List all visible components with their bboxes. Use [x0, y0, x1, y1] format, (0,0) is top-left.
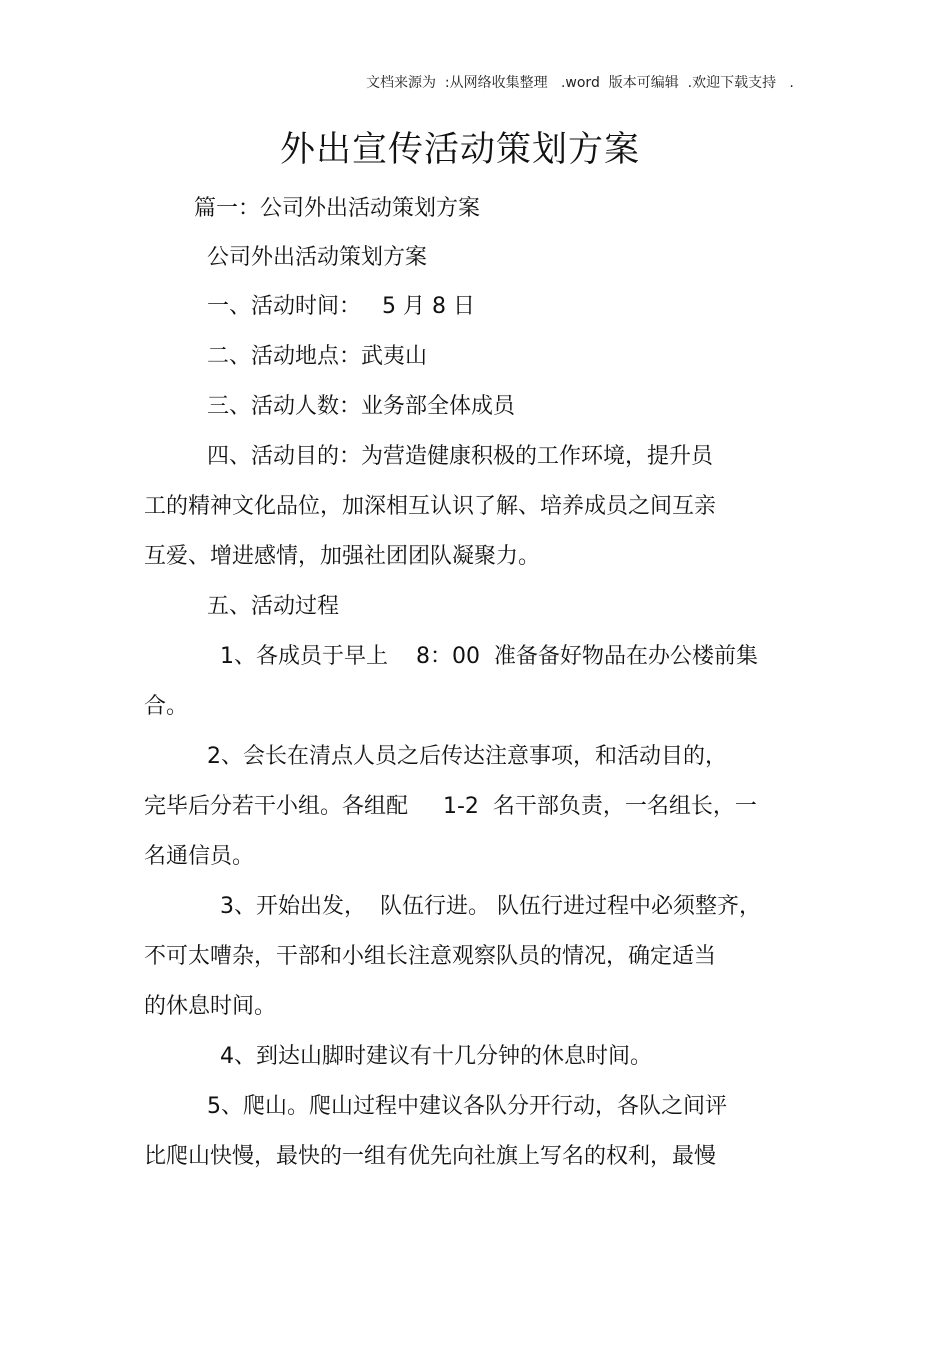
paragraph-line: 的休息时间。	[144, 994, 277, 1019]
paragraph-line: 名通信员。	[144, 844, 255, 869]
paragraph-line: 比爬山快慢，最快的一组有优先向社旗上写名的权利，最慢	[144, 1144, 717, 1169]
paragraph-line: 4、到达山脚时建议有十几分钟的休息时间。	[220, 1044, 652, 1069]
paragraph-line: 3、开始出发， 队伍行进。 队伍行进过程中必须整齐，	[220, 894, 761, 919]
paragraph-line: 一、活动时间： 5 月 8 日	[207, 294, 475, 319]
paragraph-line: 5、爬山。爬山过程中建议各队分开行动，各队之间评	[207, 1094, 727, 1119]
paragraph-line: 不可太嘈杂，干部和小组长注意观察队员的情况，确定适当	[144, 944, 717, 969]
paragraph-line: 合。	[144, 694, 189, 719]
paragraph-line: 完毕后分若干小组。各组配 1-2 名干部负责，一名组长，一	[144, 794, 757, 819]
paragraph-line: 工的精神文化品位，加深相互认识了解、培养成员之间互亲	[144, 494, 717, 519]
paragraph-line: 二、活动地点：武夷山	[207, 344, 428, 369]
paragraph-line: 2、会长在清点人员之后传达注意事项，和活动目的，	[207, 744, 727, 769]
section-heading: 篇一：公司外出活动策划方案	[194, 196, 481, 221]
paragraph-line: 五、活动过程	[207, 594, 340, 619]
paragraph-line: 四、活动目的：为营造健康积极的工作环境，提升员	[207, 444, 714, 469]
paragraph-line: 三、活动人数：业务部全体成员	[207, 394, 516, 419]
subtitle: 公司外出活动策划方案	[207, 245, 428, 270]
paragraph-line: 1、各成员于早上 8：00 准备备好物品在办公楼前集	[220, 644, 758, 669]
paragraph-line: 互爱、增进感情，加强社团团队凝聚力。	[144, 544, 541, 569]
document-title: 外出宣传活动策划方案	[279, 130, 640, 170]
source-note: 文档来源为 :从网络收集整理 .word 版本可编辑 .欢迎下载支持 .	[366, 75, 794, 91]
